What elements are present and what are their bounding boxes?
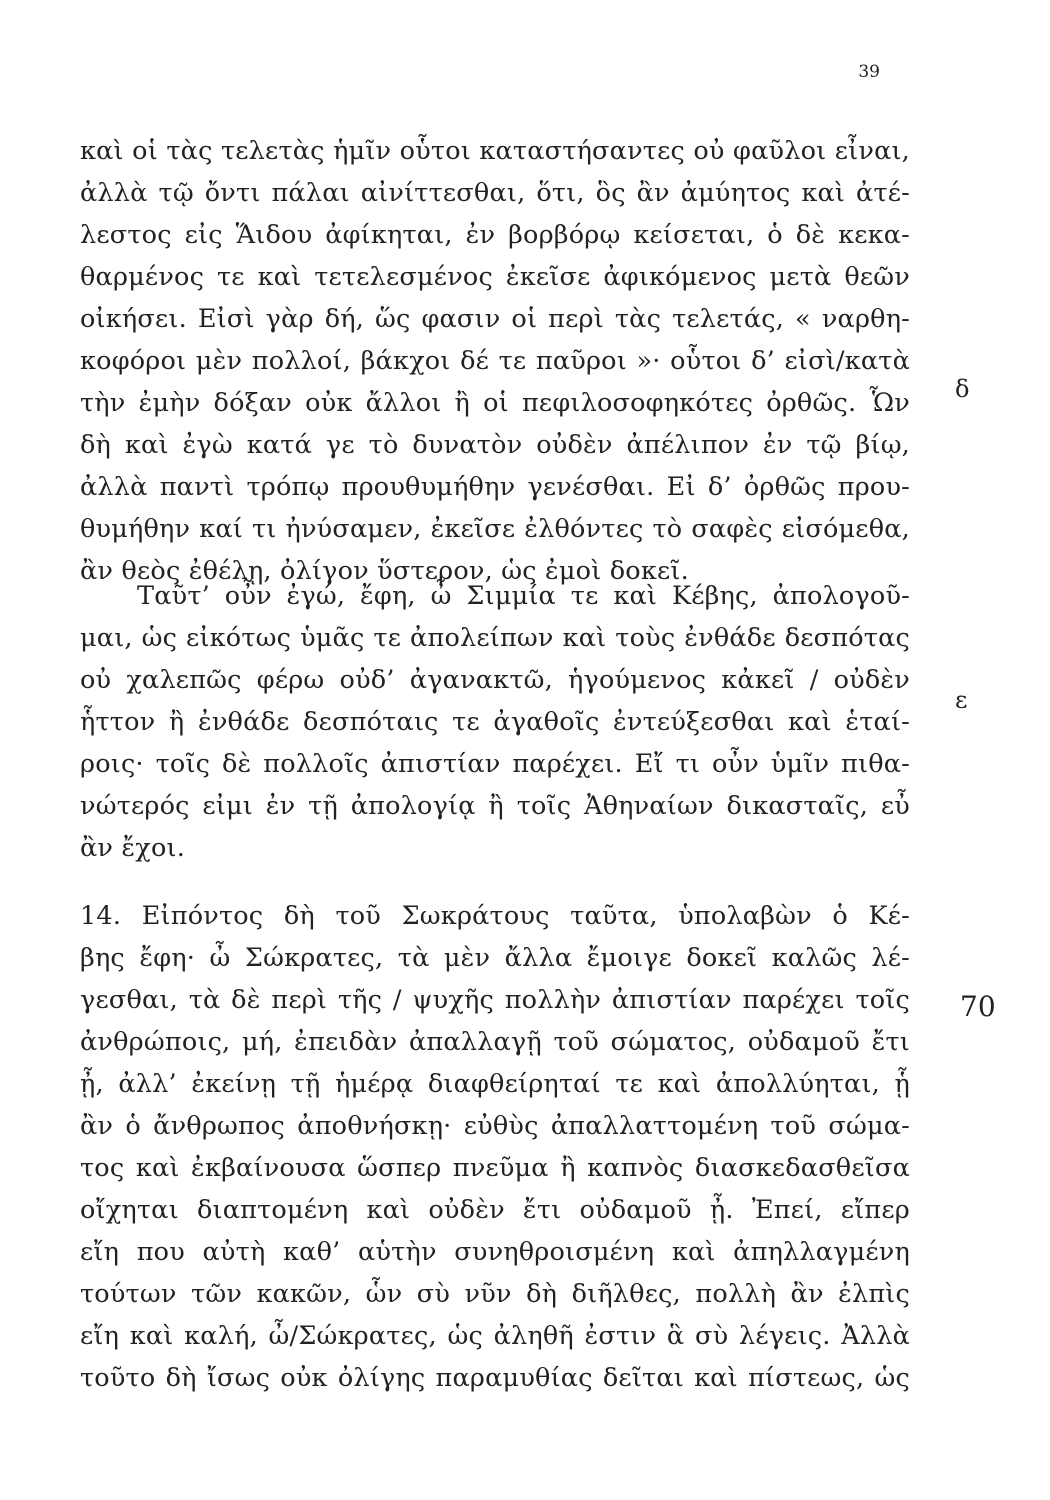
page-number: 39 (858, 62, 880, 82)
paragraph-1 (80, 130, 910, 592)
text-line: τούτων τῶν κακῶν, ὧν σὺ νῦν δὴ διῆλθες, πολλὴ ἂν ἐλπὶς (80, 1279, 910, 1309)
text-line: τος καὶ ἐκβαίνουσα ὥσπερ πνεῦμα ἢ καπνὸς διασκεδασθεῖσα (80, 1153, 910, 1183)
text-line: ἂν θεὸς ἐθέλῃ, ὀλίγον ὕστερον, ὡς ἐμοὶ δοκεῖ. (80, 556, 689, 586)
margin-mark-d: δ (955, 375, 970, 403)
paragraph-3 (80, 895, 910, 1399)
text-line: ἀλλὰ παντὶ τρόπῳ προυθυμήθην γενέσθαι. Εἰ δ’ ὀρθῶς πρου- (80, 472, 910, 502)
text-line: γεσθαι, τὰ δὲ περὶ τῆς / ψυχῆς πολλὴν ἀπιστίαν παρέχει τοῖς (80, 985, 910, 1015)
text-line: 14. Εἰπόντος δὴ τοῦ Σωκράτους ταῦτα, ὑπολαβὼν ὁ Κέ- (80, 901, 910, 931)
text-line: ᾖ, ἀλλ’ ἐκείνῃ τῇ ἡμέρᾳ διαφθείρηταί τε καὶ ἀπολλύηται, ᾗ (80, 1069, 910, 1099)
text-line: εἴη καὶ καλή, ὦ/Σώκρατες, ὡς ἀληθῆ ἐστιν ἃ σὺ λέγεις. Ἀλλὰ (80, 1321, 910, 1351)
text-line: ροις· τοῖς δὲ πολλοῖς ἀπιστίαν παρέχει. Εἴ τι οὖν ὑμῖν πιθα- (80, 749, 910, 779)
text-line: ἂν ἔχοι. (80, 833, 186, 863)
text-line: μαι, ὡς εἰκότως ὑμᾶς τε ἀπολείπων καὶ τοὺς ἐνθάδε δεσπότας (80, 623, 910, 653)
text-line: ἂν ὁ ἄνθρωπος ἀποθνήσκῃ· εὐθὺς ἀπαλλαττομένη τοῦ σώμα- (80, 1111, 910, 1141)
margin-mark-e: ε (955, 686, 968, 714)
text-line: κοφόροι μὲν πολλοί, βάκχοι δέ τε παῦροι »· οὗτοι δ’ εἰσὶ/κατὰ (80, 346, 910, 376)
text-line: οἰκήσει. Εἰσὶ γὰρ δή, ὥς φασιν οἱ περὶ τὰς τελετάς, « ναρθη- (80, 304, 910, 334)
text-line: οἴχηται διαπτομένη καὶ οὐδὲν ἔτι οὐδαμοῦ ᾖ. Ἐπεί, εἴπερ (80, 1195, 910, 1225)
text-line: βης ἔφη· ὦ Σώκρατες, τὰ μὲν ἄλλα ἔμοιγε δοκεῖ καλῶς λέ- (80, 943, 910, 973)
text-line: θαρμένος τε καὶ τετελεσμένος ἐκεῖσε ἀφικόμενος μετὰ θεῶν (80, 262, 910, 292)
text-line: δὴ καὶ ἐγὼ κατά γε τὸ δυνατὸν οὐδὲν ἀπέλιπον ἐν τῷ βίῳ, (80, 430, 910, 460)
text-line: καὶ οἱ τὰς τελετὰς ἡμῖν οὗτοι καταστήσαντες οὐ φαῦλοι εἶναι, (80, 136, 910, 166)
paragraph-2 (80, 575, 910, 869)
stephanus-page-number: 70 (960, 990, 996, 1023)
text-line: οὐ χαλεπῶς φέρω οὐδ’ ἀγανακτῶ, ἡγούμενος κἀκεῖ / οὐδὲν (80, 665, 910, 695)
text-line: εἴη που αὐτὴ καθ’ αὑτὴν συνηθροισμένη καὶ ἀπηλλαγμένη (80, 1237, 910, 1267)
text-line: ἀλλὰ τῷ ὄντι πάλαι αἰνίττεσθαι, ὅτι, ὃς ἂν ἀμύητος καὶ ἀτέ- (80, 178, 910, 208)
text-line: Ταῦτ’ οὖν ἐγώ, ἔφη, ὦ Σιμμία τε καὶ Κέβης, ἀπολογοῦ- (137, 581, 910, 611)
text-line: ἀνθρώποις, μή, ἐπειδὰν ἀπαλλαγῇ τοῦ σώματος, οὐδαμοῦ ἔτι (80, 1027, 910, 1057)
text-line: ἧττον ἢ ἐνθάδε δεσπόταις τε ἀγαθοῖς ἐντεύξεσθαι καὶ ἑταί- (80, 707, 910, 737)
text-line: θυμήθην καί τι ἠνύσαμεν, ἐκεῖσε ἐλθόντες τὸ σαφὲς εἰσόμεθα, (80, 514, 910, 544)
text-line: νώτερός εἰμι ἐν τῇ ἀπολογίᾳ ἢ τοῖς Ἀθηναίων δικασταῖς, εὖ (80, 791, 910, 821)
text-line: τοῦτο δὴ ἴσως οὐκ ὀλίγης παραμυθίας δεῖται καὶ πίστεως, ὡς (80, 1363, 910, 1393)
text-line: λεστος εἰς Ἅιδου ἀφίκηται, ἐν βορβόρῳ κείσεται, ὁ δὲ κεκα- (80, 220, 910, 250)
text-line: τὴν ἐμὴν δόξαν οὐκ ἄλλοι ἢ οἱ πεφιλοσοφηκότες ὀρθῶς. Ὧν (80, 388, 910, 418)
